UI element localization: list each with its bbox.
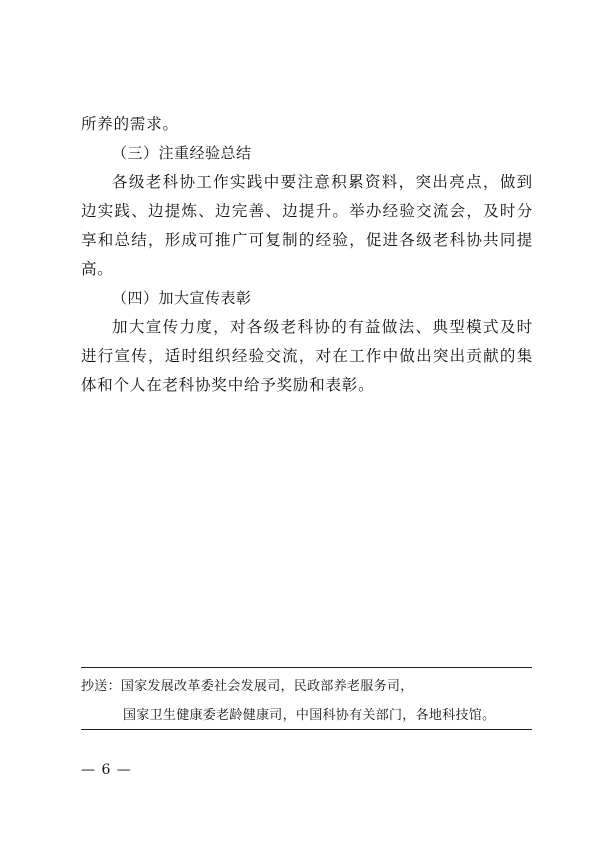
cc-block bbox=[81, 672, 532, 730]
section-paragraph-4: 加大宣传力度，对各级老科协的有益做法、典型模式及时进行宣传，适时组织经验交流，对在工作中做出突出贡献的集体和个人在老科协奖中给予奖励和表彰。 bbox=[81, 318, 533, 394]
cc-line-2: 国家卫生健康委老龄健康司，中国科协有关部门，各地科技馆。 bbox=[123, 708, 496, 723]
section-paragraph-3: 各级老科协工作实践中要注意积累资料，突出亮点，做到边实践、边提炼、边完善、边提升。举办经验交流会，及时分享和总结，形成可推广可复制的经验，促进各级老科协共同提高。 bbox=[81, 173, 533, 278]
cc-top-rule bbox=[81, 667, 532, 668]
continuation-paragraph: 所养的需求。 bbox=[81, 115, 179, 133]
page-number: — 6 — bbox=[81, 762, 132, 778]
cc-bottom-rule bbox=[81, 729, 532, 730]
cc-line-1: 抄送：国家发展改革委社会发展司，民政部养老服务司， bbox=[81, 679, 414, 694]
section-heading-3: （三）注重经验总结 bbox=[112, 144, 252, 162]
document-body bbox=[81, 110, 533, 400]
section-heading-4: （四）加大宣传表彰 bbox=[112, 289, 252, 307]
